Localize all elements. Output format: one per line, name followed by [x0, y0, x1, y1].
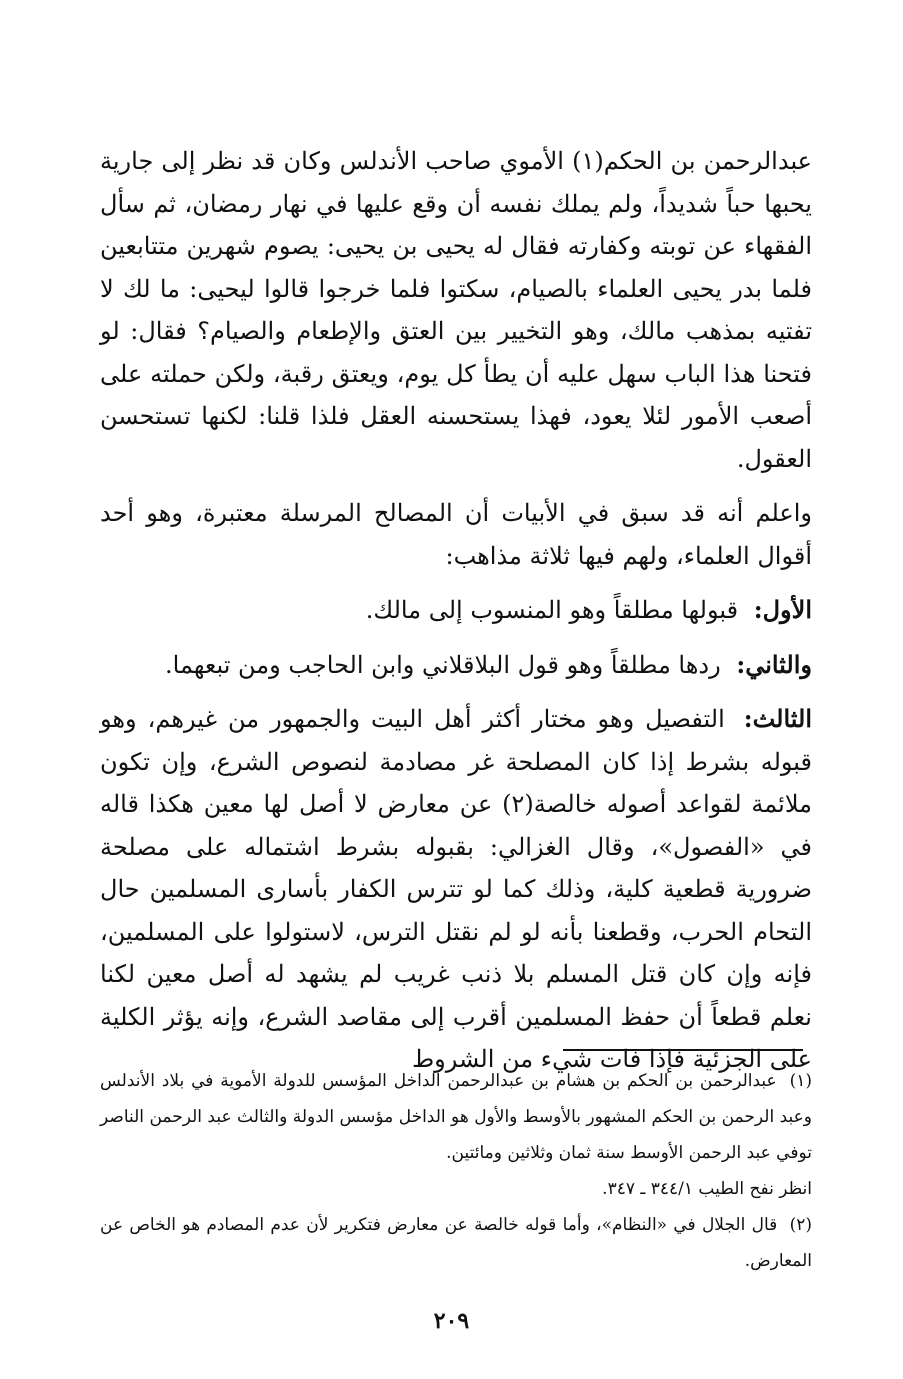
footnote-1 — [100, 1063, 812, 1171]
paragraph-text: ردها مطلقاً وهو قول البلاقلاني وابن الحاجب ومن تبعهما. — [165, 650, 721, 679]
paragraph-2 — [100, 492, 812, 577]
paragraph-first-view — [100, 589, 812, 632]
footnote-number: (٢) — [789, 1215, 812, 1235]
footnotes — [100, 1063, 812, 1279]
paragraph-label: الثالث: — [743, 704, 812, 733]
page-number: ٢٠٩ — [433, 1308, 470, 1334]
paragraph-second-view — [100, 644, 812, 687]
footnote-text: قال الجلال في «النظام»، وأما قوله خالصة عن معارض فتكرير لأن عدم المصادم هو الخاص عن المعارض. — [100, 1215, 812, 1271]
footnote-text: انظر نفح الطيب ٣٤٤/١ ـ ٣٤٧. — [602, 1179, 812, 1199]
footnote-2 — [100, 1207, 812, 1279]
footnote-text: عبدالرحمن بن الحكم بن هشام بن عبدالرحمن الداخل المؤسس للدولة الأموية في بلاد الأندلس وعبد الرحمن بن الحكم المشهور بالأوسط والأول هو الداخل مؤسس الدولة والثالث عبد الرحمن الناصر توفي عبد الرحمن الأوسط سنة ثمان وثلاثين ومائتين. — [100, 1071, 812, 1163]
paragraph-label: الأول: — [753, 595, 812, 624]
paragraph-text: التفصيل وهو مختار أكثر أهل البيت والجمهور من غيرهم، وهو قبوله بشرط إذا كان المصلحة غر مصادمة لنصوص الشرع، وإن تكون ملائمة لقواعد أصوله خالصة(٢) عن معارض لا أصل لها معين هكذا قاله في «الفصول»، وقال الغزالي: بقبوله بشرط اشتماله على مصلحة ضرورية قطعية كلية، وذلك كما لو تترس الكفار بأسارى المسلمين حال التحام الحرب، وقطعنا بأنه لو لم نقتل الترس، لاستولوا على المسلمين، فإنه وإن كان قتل المسلم بلا ذنب غريب لم يشهد له أصل معين لكنا نعلم قطعاً أن حفظ المسلمين أقرب إلى مقاصد الشرع، وإنه يؤثر الكلية على الجزئية فإذا فات شيء من الشروط — [100, 705, 812, 1073]
paragraph-label: والثاني: — [736, 649, 812, 679]
paragraph-1-text: عبدالرحمن بن الحكم(١) الأموي صاحب الأندلس وكان قد نظر إلى جارية يحبها حباً شديداً، ولم يملك نفسه أن وقع عليها في نهار رمضان، ثم سأل الفقهاء عن توبته وكفارته فقال له يحيى بن يحيى: يصوم شهرين متتابعين فلما بدر يحيى العلماء بالصيام، سكتوا فلما خرجوا قالوا ليحيى: ما لك لا تفتيه بمذهب مالك، وهو التخيير بين العتق والإطعام والصيام؟ فقال: لو فتحنا هذا الباب سهل عليه أن يطأ كل يوم، ويعتق رقبة، ولكن حملته على أصعب الأمور لئلا يعود، فهذا يستحسنه العقل فلذا قلنا: لكنها تستحسن العقول. — [100, 147, 813, 473]
footnote-number: (١) — [789, 1071, 812, 1091]
footnote-separator — [563, 1049, 803, 1051]
paragraph-1 — [100, 140, 812, 480]
main-text — [100, 140, 812, 1081]
paragraph-text: قبولها مطلقاً وهو المنسوب إلى مالك. — [365, 596, 739, 624]
footnote-1-reference — [100, 1171, 812, 1207]
paragraph-third-view — [100, 698, 812, 1081]
paragraph-2-text: واعلم أنه قد سبق في الأبيات أن المصالح المرسلة معتبرة، وهو أحد أقوال العلماء، ولهم فيها ثلاثة مذاهب: — [100, 499, 812, 570]
